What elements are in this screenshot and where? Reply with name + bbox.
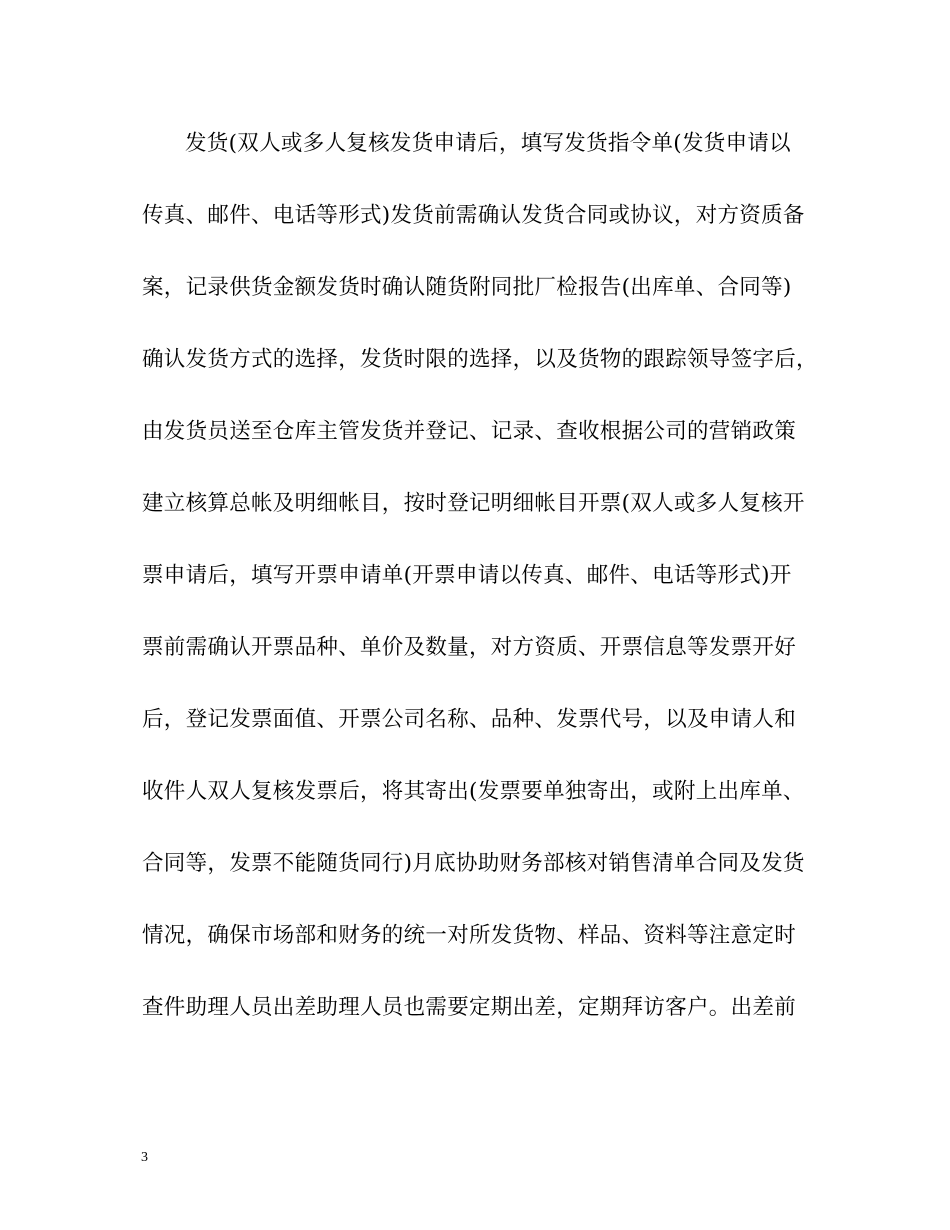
text-line: 发货(双人或多人复核发货申请后，填写发货指令单(发货申请以 (185, 131, 791, 156)
text-line: 传真、邮件、电话等形式)发货前需确认发货合同或协议，对方资质备 (142, 203, 805, 228)
text-line: 收件人双人复核发票后，将其寄出(发票要单独寄出，或附上出库单、 (142, 779, 805, 804)
text-line: 票申请后，填写开票申请单(开票申请以传真、邮件、电话等形式)开 (142, 563, 792, 588)
text-line: 情况，确保市场部和财务的统一对所发货物、样品、资料等注意定时 (142, 923, 797, 948)
body-paragraph (142, 126, 818, 1062)
text-line: 票前需确认开票品种、单价及数量，对方资质、开票信息等发票开好 (142, 635, 797, 660)
page-number: 3 (141, 1150, 148, 1165)
text-line: 建立核算总帐及明细帐目，按时登记明细帐目开票(双人或多人复核开 (142, 491, 805, 516)
text-line: 查件助理人员出差助理人员也需要定期出差，定期拜访客户。出差前 (142, 995, 797, 1020)
text-line: 案，记录供货金额发货时确认随货附同批厂检报告(出库单、合同等) (142, 275, 792, 300)
text-line: 确认发货方式的选择，发货时限的选择，以及货物的跟踪领导签字后， (142, 347, 818, 372)
text-line: 合同等，发票不能随货同行)月底协助财务部核对销售清单合同及发货 (142, 851, 805, 876)
text-line: 由发货员送至仓库主管发货并登记、记录、查收根据公司的营销政策 (142, 419, 797, 444)
text-line: 后，登记发票面值、开票公司名称、品种、发票代号，以及申请人和 (142, 707, 797, 732)
